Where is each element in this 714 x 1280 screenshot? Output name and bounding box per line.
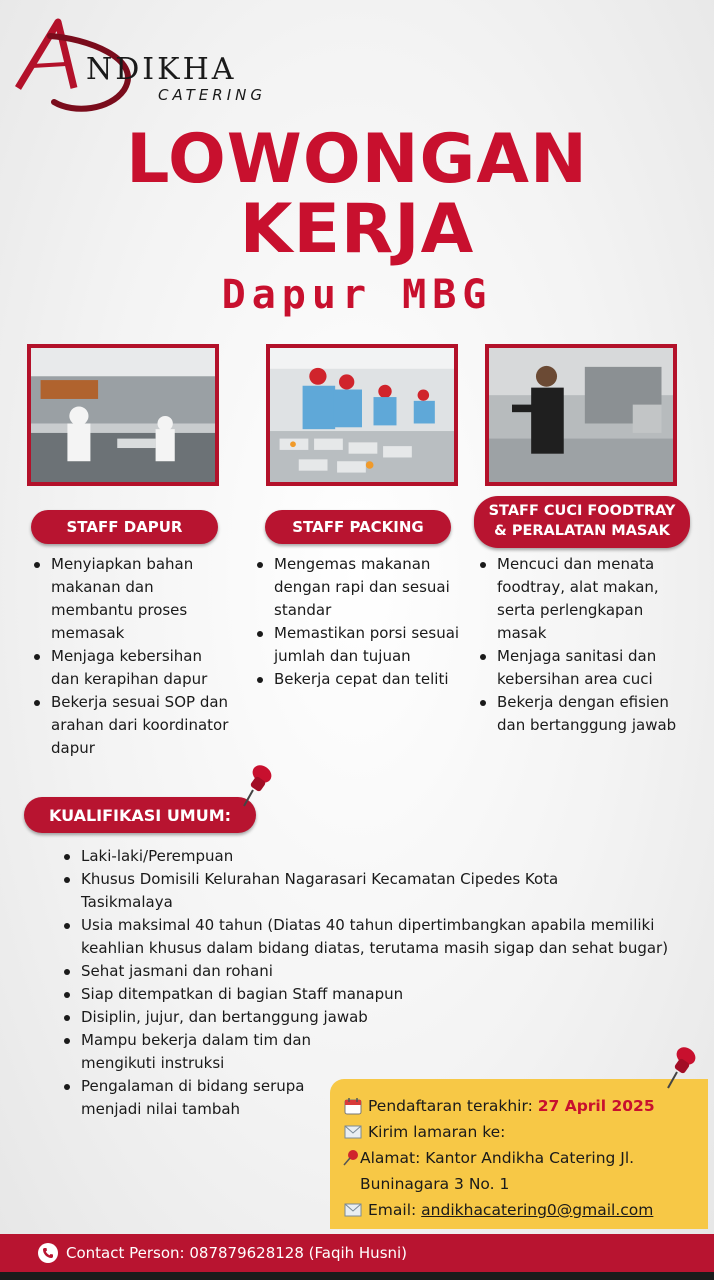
calendar-icon bbox=[342, 1097, 364, 1115]
list-item: Laki-laki/Perempuan bbox=[60, 845, 680, 868]
envelope-icon bbox=[342, 1125, 364, 1139]
headline-line1: LOWONGAN bbox=[126, 120, 588, 199]
info-box bbox=[330, 1079, 708, 1229]
contact-text[interactable]: Contact Person: 087879628128 (Faqih Husni) bbox=[66, 1244, 408, 1262]
pushpin-icon bbox=[238, 762, 278, 812]
bottom-strip bbox=[0, 1272, 714, 1280]
envelope-icon bbox=[342, 1203, 364, 1217]
photo-kitchen bbox=[27, 344, 219, 486]
photo-packing bbox=[266, 344, 458, 486]
list-item: Menjaga sanitasi dan kebersihan area cuci bbox=[475, 645, 697, 691]
list-item: Menjaga kebersihan dan kerapihan dapur bbox=[29, 645, 229, 691]
duties-staff-packing bbox=[252, 553, 470, 691]
list-item: Mengemas makanan dengan rapi dan sesuai standar bbox=[252, 553, 470, 622]
brand-name: NDIKHA bbox=[86, 52, 237, 87]
email-label: Email: bbox=[368, 1201, 417, 1219]
photo-dishwashing bbox=[485, 344, 677, 486]
list-item: Bekerja dengan efisien dan bertanggung jawab bbox=[475, 691, 697, 737]
pushpin-icon bbox=[662, 1044, 702, 1094]
role-badge-staff-dapur: STAFF DAPUR bbox=[31, 510, 218, 544]
address-text: Alamat: Kantor Andikha Catering Jl. Buninagara 3 No. 1 bbox=[360, 1149, 635, 1193]
send-label: Kirim lamaran ke: bbox=[368, 1123, 506, 1141]
duties-staff-dapur bbox=[29, 553, 229, 760]
list-item: Mencuci dan menata foodtray, alat makan, serta perlengkapan masak bbox=[475, 553, 697, 645]
headline-line2: KERJA bbox=[239, 190, 475, 269]
list-item: Sehat jasmani dan rohani bbox=[60, 960, 680, 983]
list-item: Pengalaman di bidang serupa menjadi nilai tambah bbox=[60, 1075, 350, 1121]
brand-sub: CATERING bbox=[158, 86, 266, 104]
list-item: Bekerja cepat dan teliti bbox=[252, 668, 470, 691]
qualifications-title: KUALIFIKASI UMUM: bbox=[24, 797, 256, 833]
pushpin-icon bbox=[342, 1149, 360, 1167]
list-item: Mampu bekerja dalam tim dan mengikuti instruksi bbox=[60, 1029, 350, 1075]
role-badge-line2: & PERALATAN MASAK bbox=[494, 523, 670, 539]
phone-icon bbox=[38, 1243, 58, 1263]
list-item: Bekerja sesuai SOP dan arahan dari koordinator dapur bbox=[29, 691, 229, 760]
deadline-date: 27 April 2025 bbox=[537, 1097, 655, 1115]
email-link[interactable]: andikhacatering0@gmail.com bbox=[421, 1201, 654, 1219]
headline-sub: Dapur MBG bbox=[221, 272, 493, 318]
role-badge-line1: STAFF CUCI FOODTRAY bbox=[488, 503, 676, 520]
brand-logo bbox=[14, 18, 284, 118]
role-badge-staff-cuci bbox=[474, 496, 690, 548]
role-badge-staff-packing: STAFF PACKING bbox=[265, 510, 451, 544]
list-item: Menyiapkan bahan makanan dan membantu proses memasak bbox=[29, 553, 229, 645]
list-item: Siap ditempatkan di bagian Staff manapun bbox=[60, 983, 680, 1006]
deadline-label: Pendaftaran terakhir: bbox=[368, 1097, 533, 1115]
list-item: Disiplin, jujur, dan bertanggung jawab bbox=[60, 1006, 680, 1029]
contact-bar bbox=[0, 1234, 714, 1272]
duties-staff-cuci bbox=[475, 553, 697, 737]
list-item: Usia maksimal 40 tahun (Diatas 40 tahun dipertimbangkan apabila memiliki keahlian khusus dalam bidang diatas, terutama masih sigap dan sehat bugar) bbox=[60, 914, 680, 960]
list-item: Khusus Domisili Kelurahan Nagarasari Kecamatan Cipedes Kota Tasikmalaya bbox=[60, 868, 620, 914]
list-item: Memastikan porsi sesuai jumlah dan tujuan bbox=[252, 622, 470, 668]
